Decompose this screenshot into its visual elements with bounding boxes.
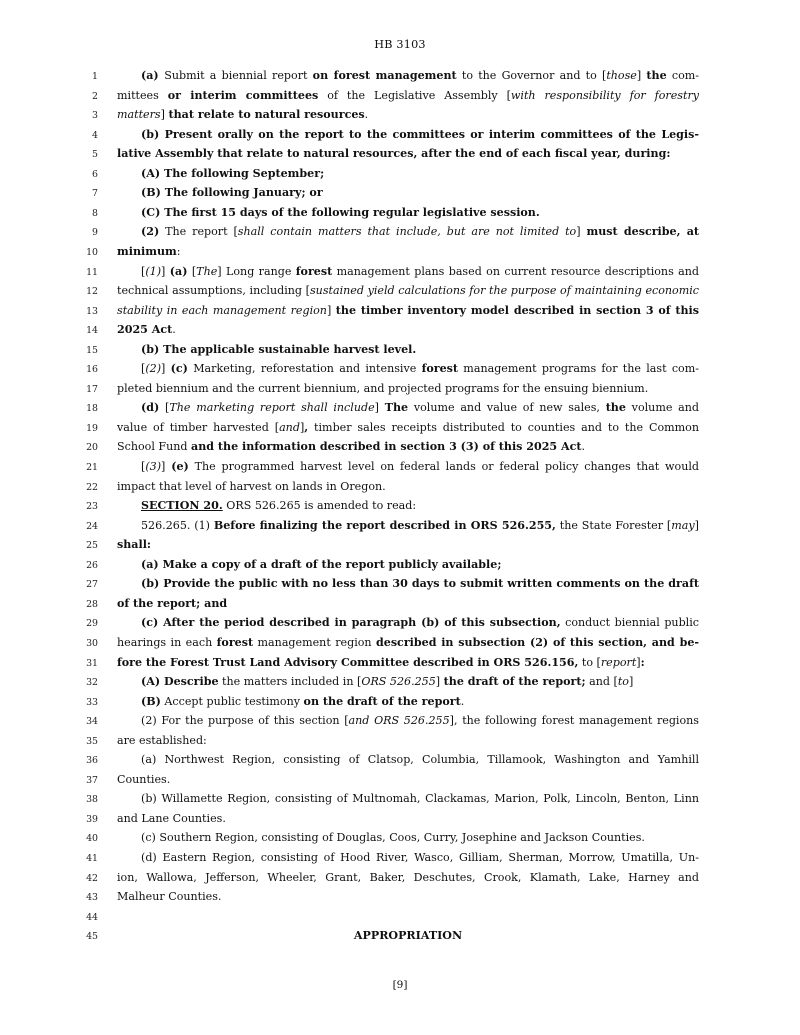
- document-line: [0, 459, 800, 479]
- text-run: ]: [636, 69, 647, 82]
- document-line: [0, 303, 800, 323]
- deleted-text: The: [196, 264, 218, 278]
- document-line: [0, 791, 800, 811]
- deleted-text: and: [279, 420, 300, 434]
- line-text: [141, 166, 699, 181]
- text-run: management plans based on current resource descriptions and: [332, 264, 699, 278]
- deleted-text: (2): [145, 362, 162, 376]
- line-number: 37: [86, 774, 98, 786]
- line-text: [141, 674, 699, 689]
- amended-text: (a): [141, 69, 165, 82]
- text-run: .: [364, 108, 369, 122]
- line-text: [141, 185, 699, 200]
- line-number: 21: [86, 462, 98, 473]
- document-line: [0, 537, 800, 557]
- line-number: 45: [86, 931, 98, 943]
- document-line: [0, 420, 800, 440]
- line-number: 41: [86, 853, 98, 864]
- amended-text: (B): [141, 694, 161, 708]
- text-run: the State Forester [: [555, 518, 672, 532]
- amended-text: the draft of the report;: [443, 675, 586, 689]
- document-line: [0, 146, 800, 166]
- line-text: [117, 322, 699, 337]
- document-line: [0, 244, 800, 264]
- amended-text: (A) The following September;: [141, 166, 325, 180]
- text-run: impact that level of harvest on lands in Oregon.: [117, 479, 386, 493]
- text-run: .: [460, 694, 465, 708]
- line-text: [141, 791, 699, 806]
- line-number: 17: [86, 383, 98, 395]
- line-text: [117, 146, 699, 161]
- text-run: Counties.: [117, 772, 171, 786]
- line-text: [141, 694, 699, 709]
- deleted-text: report: [600, 655, 637, 669]
- line-text: [117, 244, 699, 259]
- document-line: [0, 674, 800, 694]
- text-run: ]: [694, 518, 699, 532]
- text-run: ]: [299, 420, 305, 434]
- text-run: ion, Wallowa, Jefferson, Wheeler, Grant, Baker, Deschutes, Crook, Klamath, Lake, Harney and: [117, 870, 699, 884]
- line-text: [117, 303, 699, 318]
- line-text: [117, 381, 699, 396]
- document-line: [0, 205, 800, 225]
- section-heading: [117, 928, 699, 943]
- text-run: Marketing, reforestation and intensive: [187, 362, 422, 376]
- text-run: (a) Northwest Region, consisting of Clatsop, Columbia, Tillamook, Washington and Yamhill: [141, 753, 699, 767]
- line-number: 7: [92, 188, 98, 200]
- line-number: 1: [92, 71, 98, 82]
- text-run: The programmed harvest level on federal lands or federal policy changes that would: [188, 460, 699, 473]
- text-run: and [: [585, 675, 618, 689]
- amended-text: or interim committees: [167, 88, 319, 102]
- text-run: the matters included in [: [218, 675, 362, 689]
- text-run: [: [141, 264, 146, 278]
- amended-text: (B) The following January; or: [141, 186, 323, 200]
- document-line: [0, 107, 800, 127]
- line-number: 33: [86, 696, 98, 708]
- text-run: Malheur Counties.: [117, 890, 222, 904]
- text-run: (c) Southern Region, consisting of Douglas, Coos, Curry, Josephine and Jackson Counties.: [141, 831, 645, 845]
- line-number: 10: [86, 246, 98, 258]
- line-text: [141, 850, 699, 865]
- text-run: value of timber harvested [: [117, 420, 280, 434]
- text-run: ]: [161, 362, 171, 376]
- line-number: 31: [86, 657, 98, 669]
- document-line: [0, 498, 800, 518]
- document-line: [0, 830, 800, 850]
- document-line: [0, 127, 800, 147]
- line-text: [117, 655, 699, 670]
- line-text: [141, 498, 699, 513]
- line-text: [117, 889, 699, 904]
- deleted-text: matters: [117, 108, 161, 122]
- line-text: [141, 264, 699, 279]
- line-number: 38: [86, 794, 98, 806]
- line-number: 4: [92, 129, 98, 141]
- text-run: ]: [161, 460, 172, 473]
- line-number: 35: [86, 735, 98, 747]
- line-number: 32: [86, 677, 98, 689]
- text-run: are established:: [117, 733, 207, 747]
- amended-text: (d): [141, 401, 160, 415]
- line-text: [141, 830, 699, 845]
- line-number: 39: [86, 813, 98, 825]
- line-number: 22: [86, 481, 98, 493]
- document-line: [0, 870, 800, 890]
- line-number: 28: [86, 598, 98, 610]
- line-number: 13: [86, 305, 98, 317]
- document-line: [0, 479, 800, 499]
- line-text: [117, 733, 699, 748]
- line-text: [117, 479, 699, 494]
- line-text: [141, 224, 699, 239]
- amended-text: (b) Present orally on the report to the committees or interim committees of the Legis-: [141, 127, 699, 141]
- text-run: to the Governor and to [: [456, 69, 607, 82]
- text-run: [: [187, 264, 197, 278]
- document-line: [0, 400, 800, 420]
- text-run: ORS 526.265 is amended to read:: [222, 499, 417, 513]
- text-run: ]: [374, 401, 385, 415]
- line-number: 29: [86, 618, 98, 630]
- text-run: ]: [326, 303, 336, 317]
- line-text: [141, 459, 699, 474]
- line-number: 2: [92, 90, 98, 102]
- amended-text: APPROPRIATION: [353, 929, 463, 943]
- document-line: [0, 772, 800, 792]
- text-run: ]: [628, 675, 634, 689]
- line-number: 12: [86, 286, 98, 298]
- text-run: technical assumptions, including [: [117, 284, 310, 298]
- text-run: [: [141, 362, 146, 376]
- text-run: mittees: [117, 88, 168, 102]
- bill-header: HB 3103: [374, 38, 426, 51]
- text-run: and Lane Counties.: [117, 811, 226, 825]
- line-text: [141, 205, 699, 220]
- document-line: [0, 889, 800, 909]
- text-run: (b) Willamette Region, consisting of Multnomah, Clackamas, Marion, Polk, Lincoln, Benton, Linn: [141, 792, 699, 806]
- line-number: 15: [86, 344, 98, 356]
- line-number: 20: [86, 442, 98, 454]
- amended-text: (a) Make a copy of a draft of the report publicly available;: [141, 557, 502, 571]
- deleted-text: sustained yield calculations for the purpose of maintaining economic: [309, 284, 699, 298]
- document-line: [0, 264, 800, 284]
- line-text: [117, 596, 699, 611]
- document-line: [0, 928, 800, 948]
- text-run: ]: [160, 108, 169, 122]
- line-number: 24: [86, 520, 98, 532]
- amended-text: the: [646, 69, 667, 82]
- text-run: Accept public testimony: [160, 694, 304, 708]
- document-line: [0, 576, 800, 596]
- line-number: 43: [86, 892, 98, 904]
- document-line: [0, 752, 800, 772]
- amended-text: (A) Describe: [141, 675, 219, 689]
- line-number: 44: [86, 911, 98, 923]
- text-run: ], the following forest management regions: [449, 714, 699, 728]
- document-line: [0, 635, 800, 655]
- text-run: School Fund: [117, 440, 192, 454]
- line-number: 18: [86, 403, 98, 415]
- line-text: [141, 68, 699, 83]
- line-number: 40: [86, 833, 98, 845]
- document-line: [0, 615, 800, 635]
- line-number: 25: [86, 540, 98, 552]
- line-text: [141, 518, 699, 533]
- line-text: [141, 400, 699, 415]
- amended-text: (a): [169, 264, 188, 278]
- amended-text: minimum: [117, 244, 177, 258]
- text-run: volume and value of new sales,: [408, 401, 606, 415]
- amended-text: the: [605, 401, 626, 415]
- amended-text: that relate to natural resources: [168, 108, 365, 122]
- line-text: [117, 772, 699, 787]
- deleted-text: with responsibility for forestry: [510, 88, 699, 102]
- line-text: [117, 870, 699, 885]
- line-number: 27: [86, 579, 98, 591]
- text-run: hearings in each: [117, 635, 217, 649]
- amended-text: and the information described in section 3 (3) of this 2025 Act: [191, 440, 582, 454]
- line-text: [141, 576, 699, 591]
- text-run: [: [159, 401, 170, 415]
- deleted-text: and ORS 526.255: [348, 714, 450, 728]
- text-run: .: [172, 323, 176, 337]
- text-run: The report [: [159, 225, 238, 239]
- document-line: [0, 811, 800, 831]
- line-text: [117, 107, 699, 122]
- document-line: [0, 185, 800, 205]
- line-number: 36: [86, 755, 98, 767]
- document-line: [0, 68, 800, 88]
- text-run: of the Legislative Assembly [: [318, 88, 511, 102]
- page-number: [9]: [392, 979, 408, 991]
- amended-text: Before finalizing the report described in ORS 526.255,: [213, 518, 556, 532]
- amended-text: 2025 Act: [117, 323, 173, 337]
- amended-text: (2): [141, 225, 160, 239]
- document-line: [0, 224, 800, 244]
- line-text: [141, 361, 699, 376]
- amended-text: (c) After the period described in paragraph (b) of this subsection,: [141, 616, 561, 630]
- line-number: 16: [86, 364, 98, 376]
- text-run: volume and: [625, 401, 699, 415]
- document-line: [0, 694, 800, 714]
- document-line: [0, 166, 800, 186]
- line-text: [117, 811, 699, 826]
- text-run: .: [581, 440, 586, 454]
- amended-text: :: [640, 655, 645, 669]
- amended-text: The: [384, 401, 409, 415]
- line-number: 3: [92, 110, 98, 122]
- amended-text: (C) The first 15 days of the following regular legislative session.: [141, 205, 540, 219]
- document-line: [0, 361, 800, 381]
- line-text: [117, 283, 699, 298]
- text-run: :: [176, 244, 181, 258]
- text-run: pleted biennium and the current biennium, and projected programs for the ensuing biennium.: [117, 381, 649, 395]
- line-text: [141, 342, 699, 357]
- amended-text: ,: [304, 420, 309, 434]
- document-line: [0, 850, 800, 870]
- amended-text: shall:: [117, 538, 152, 552]
- deleted-text: ORS 526.255: [361, 675, 436, 689]
- amended-text: (e): [171, 460, 189, 473]
- amended-text: of the report; and: [117, 596, 228, 610]
- line-number: 6: [92, 168, 98, 180]
- amended-text: forest: [421, 362, 459, 376]
- document-line: [0, 557, 800, 577]
- deleted-text: those: [606, 69, 637, 82]
- line-text: [141, 752, 699, 767]
- amended-text: forest: [295, 264, 333, 278]
- text-run: ]: [636, 655, 641, 669]
- text-run: management programs for the last com-: [458, 362, 699, 376]
- line-number: 30: [86, 637, 98, 649]
- line-number: 19: [86, 422, 98, 434]
- text-run: management region: [253, 635, 376, 649]
- amended-text: (b) The applicable sustainable harvest level.: [141, 342, 417, 356]
- text-run: Submit a biennial report: [164, 69, 313, 82]
- document-line: [0, 596, 800, 616]
- line-number: 23: [86, 501, 98, 513]
- document-line: [0, 342, 800, 362]
- document-line: [0, 88, 800, 108]
- amended-text: the timber inventory model described in section 3 of this: [335, 303, 699, 317]
- line-number: 5: [92, 149, 98, 161]
- line-number: 9: [92, 227, 98, 239]
- amended-text: lative Assembly that relate to natural resources, after the end of each fiscal year, during:: [117, 147, 671, 161]
- deleted-text: (1): [145, 264, 162, 278]
- document-line: [0, 733, 800, 753]
- text-run: 526.265. (1): [141, 518, 214, 532]
- line-text: [117, 537, 699, 552]
- text-run: com-: [666, 69, 699, 82]
- amended-text: described in subsection (2) of this section, and be-: [376, 635, 699, 649]
- text-run: ]: [161, 264, 170, 278]
- line-text: [117, 420, 699, 435]
- line-number: 26: [86, 559, 98, 571]
- deleted-text: shall contain matters that include, but are not limited to: [237, 225, 577, 239]
- text-run: ]: [576, 225, 587, 239]
- deleted-text: may: [671, 518, 695, 532]
- document-line: [0, 655, 800, 675]
- text-run: conduct biennial public: [560, 616, 699, 630]
- amended-text: on forest management: [312, 69, 457, 82]
- line-number: 11: [86, 266, 98, 278]
- text-run: (2) For the purpose of this section [: [141, 714, 349, 728]
- line-text: [141, 713, 699, 728]
- deleted-text: (3): [145, 460, 162, 473]
- deleted-text: stability in each management region: [117, 303, 327, 317]
- line-number: 42: [86, 872, 98, 884]
- text-run: (d) Eastern Region, consisting of Hood River, Wasco, Gilliam, Sherman, Morrow, Umatilla, Un-: [141, 851, 699, 864]
- amended-text: must describe, at: [586, 225, 699, 239]
- text-run: ] Long range: [217, 264, 296, 278]
- document-line: [0, 909, 800, 929]
- text-run: timber sales receipts distributed to counties and to the Common: [308, 420, 699, 434]
- amended-text: on the draft of the report: [303, 694, 461, 708]
- document-line: [0, 439, 800, 459]
- document-line: [0, 283, 800, 303]
- text-run: [: [141, 460, 146, 473]
- amended-text: (b) Provide the public with no less than 30 days to submit written comments on the draft: [141, 577, 699, 591]
- document-line: [0, 713, 800, 733]
- amended-text: (c): [170, 362, 188, 376]
- line-text: [117, 439, 699, 454]
- text-run: to [: [578, 655, 601, 669]
- amended-text: SECTION 20.: [141, 499, 223, 513]
- document-line: [0, 322, 800, 342]
- deleted-text: to: [617, 675, 629, 689]
- line-number: 8: [92, 207, 98, 219]
- document-line: [0, 518, 800, 538]
- line-text: [141, 615, 699, 630]
- amended-text: fore the Forest Trust Land Advisory Committee described in ORS 526.156,: [117, 655, 579, 669]
- text-run: ]: [435, 675, 444, 689]
- line-text: [141, 557, 699, 572]
- line-text: [117, 635, 699, 650]
- deleted-text: The marketing report shall include: [169, 401, 375, 415]
- line-number: 14: [86, 325, 98, 337]
- document-line: [0, 381, 800, 401]
- line-text: [117, 88, 699, 103]
- line-number: 34: [86, 716, 98, 728]
- line-text: [141, 127, 699, 142]
- amended-text: forest: [216, 635, 254, 649]
